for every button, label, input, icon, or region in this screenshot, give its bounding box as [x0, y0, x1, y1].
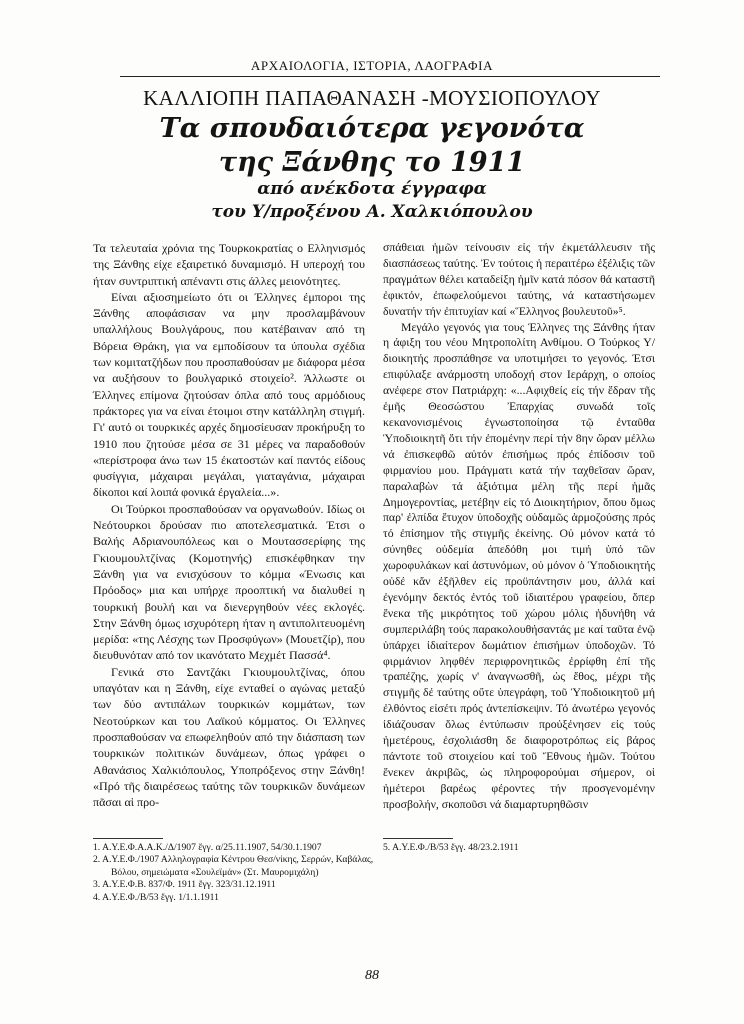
- title-line-1: Τα σπουδαιότερα γεγονότα: [159, 113, 585, 144]
- footnote-rule-right: [383, 838, 453, 839]
- title-line-2: της Ξάνθης το 1911: [218, 147, 526, 178]
- footnote-rule-left: [93, 838, 163, 839]
- subtitle-line-2: του Υ/προξένου Α. Χαλκιόπουλου: [211, 202, 533, 222]
- subtitle-line-1: από ανέκδοτα έγγραφα: [257, 179, 487, 199]
- footnote: 3. Α.Υ.Ε.Φ.Β. 837/Φ. 1911 ἔγγ. 323/31.12.1911: [93, 879, 276, 891]
- left-column: [93, 240, 365, 820]
- paragraph: σπάθειαι ἡμῶν τείνουσιν εἰς τήν ἐκμετάλλευσιν τῆς διασπάσεως ταύτης. Ἐν τούτοις ἡ περαιτέρω ἐξέλιξις τῶν πραγμάτων θέλει καταδείξη ἡμῖν κατά πόσον θά καταστῆ ἐφικτόν, ἐπωφελούμενοι ταύτης, νά καταστήσωμεν δυνατήν τήν ἐπιτυχίαν καί «Ἕλληνος βουλευτοῦ»⁵.: [383, 241, 655, 318]
- footnote: 1. Α.Υ.Ε.Φ.Α.Α.Κ./Δ/1907 ἔγγ. α/25.11.1907, 54/30.1.1907: [93, 842, 322, 853]
- header-rule: [120, 76, 660, 77]
- footnote: 2. Α.Υ.Ε.Φ./1907 Αλληλογραφία Κέντρου Θεσ/νίκης, Σερρών, Καβάλας, Βόλου, σημειώματα «Σουλεϊμάν» (Στ. Μαυρομιχάλη): [93, 854, 374, 878]
- footnotes-right: [383, 842, 665, 854]
- paragraph: Οι Τούρκοι προσπαθούσαν να οργανωθούν. Ιδίως οι Νεότουρκοι δρούσαν πιο αποτελεσματικά. Έτσι ο Βαλής Αδριανουπόλεως και ο Μουτασσερίφης της Γκιουμουλτζίνας (Κομοτηνής) επισκέφθηκαν την Ξάνθη για να ενισχύσουν το κόμμα «Ένωσις και Πρόοδος» μια και υπήρχε προοπτική να διαλυθεί η τουρκική βουλή και να διενεργηθούν νέες εκλογές. Στην Ξάνθη όμως ισχυρότερη ήταν η αντιπολιτευομένη μερίδα: «της Λέσχης των Προσφύγων» (Μουετζίρ), που διευθυνόταν από τον ικανότατο Μεχμέτ Πασσά⁴.: [93, 501, 365, 663]
- article-author: ΚΑΛΛΙΟΠΗ ΠΑΠΑΘΑΝΑΣΗ -ΜΟΥΣΙΟΠΟΥΛΟΥ: [143, 86, 601, 110]
- page-number: 88: [365, 968, 379, 983]
- paragraph: Μεγάλο γεγονός για τους Έλληνες της Ξάνθης ήταν η άφιξη του νέου Μητροπολίτη Ανθίμου. Ο Τούρκος Υ/διοικητής προσπάθησε να υποτιμήσει το γεγονός. Έτσι επιφύλαξε ανάρμοστη υποδοχή στον Ιεράρχη, ο οποίος ανέφερε στον Πατριάρχη: «...Αφιχθείς είς τήν ἕδραν τῆς ἐμῆς Θεοσώστου Ἐπαρχίας συνωδά τοῖς κεκανονισμένοις ἐγνωστοποίησα τῷ ἐνταῦθα Ὑποδιοικητῆ ὅτι τήν ἐπομένην περί τήν 8ην ὥραν μέλλω νά ἐπισκεφθῶ αὐτόν ἐπισήμως πρός ἐπίδοσιν τοῦ φιρμανίου μου. Πράγματι κατά τήν ταχθεῖσαν ὥραν, παραλαβὼν τά ἀξιότιμα μέλη τῆς περί ἡμᾶς Δημογεροντίας, μετέβην εἰς τό Διοικητήριον, ὅπου ὅμως παρ' ἐλπίδα ἔτυχον ὑποδοχῆς οὐδαμῶς ἁρμοζούσης πρός τό ἐπίσημον τῆς στιγμῆς ἐκείνης. Οὐ μόνον κατά τό σύνηθες οὐδεμία ἀπεδόθη μοι τιμή ὑπό τῶν χωροφυλάκων καί ἀστυνόμων, οὐ μόνον ὁ Ὑποδιοικητής οὐδέ κἄν ἐξῆλθεν εἰς προϋπάντησιν μου, ἀλλά καί ἐγενόμην δεκτός ἐντός τοῦ ἰδιαιτέρου γραφείου, ὅπερ ἕνεκα τῆς μικρότητος τοῦ χώρου μόλις ἠδυνήθη νά συμπεριλάβη τούς παρακολουθήσαντάς με καί ταῦτα ἐνῷ ὑπάρχει ἰδιαίτερον δωμάτιον ἐπισήμων ὑποδοχῶν. Τό φιρμάνιον ληφθέν περιφρονητικῶς ἐρρίφθη ἐπί τῆς τραπέζης, χωρίς ν' ἀναγνωσθῆ, ὡς ἔθος, μέχρι τῆς στιγμῆς δέ ταύτης οὔτε ὑπεγράφη, τοῦ Ὑποδιοικητοῦ μή ἐλθόντος εἰσέτι πρός ἀντεπίσκεψιν. Τό ἀνωτέρω γεγονός ἰδιάζουσαν ὅλως ἐντύπωσιν προὐξένησεν εἰς τούς ἡμετέρους, ἐσχολιάσθη δε διαφοροτρόπως εἰς βάρος πάντοτε τοῦ στοιχείου καί τοῦ Ἔθνους ἡμῶν. Τούτου ἕνεκεν ἀκριβῶς, ὡς πληροφορούμαι σήμερον, οἱ ἡμέτεροι βαρέως φέροντες τήν προσγενομένην προσβολήν, σκοποῦσι νά διαμαρτυρηθῶσιν: [383, 320, 655, 811]
- paragraph: Τα τελευταία χρόνια της Τουρκοκρατίας ο Ελληνισμός της Ξάνθης είχε εξαιρετικό δυναμισμό. Η υπεροχή του ήταν συντριπτική απέναντι στις άλλες μειονότητες.: [93, 241, 365, 288]
- footnote: 5. Α.Υ.Ε.Φ./Β/53 ἔγγ. 48/23.2.1911: [383, 842, 519, 853]
- paragraph: Είναι αξιοσημείωτο ότι οι Έλληνες έμποροι της Ξάνθης αποφάσισαν να μην προσλαμβάνουν υπαλλήλους Βουλγάρους, που κατέβαιναν από τη Βόρεια Θράκη, για να εμποδίσουν τα ύπουλα σχέδια των κομιτατζήδων που προσπαθούσαν με διάφορα μέσα να αυξήσουν το βουλγαρικό στοιχείο². Άλλωστε οι Έλληνες επίμονα ζητούσαν όπλα από τους αρμόδιους πράκτορες για να είναι έτοιμοι στην κατάλληλη στιγμή. Γι' αυτό οι τουρκικές αρχές δημοσίευσαν προκήρυξη το 1910 που ζητούσε μέσα σε 31 μέρες να παραδοθούν «περίστροφα άνω των 15 έκατοστών καί παντός είδους φυσίγγια, μάχαιραι μεγάλαι, γιαταγάνια, μάχαιραι δίκοποι καί λοιπά φονικά έργαλεία...».: [93, 289, 365, 500]
- footnotes-left: [93, 842, 375, 904]
- right-column: [383, 240, 655, 845]
- article-title: [0, 112, 744, 180]
- running-head: ΑΡΧΑΙΟΛΟΓΙΑ, ΙΣΤΟΡΙΑ, ΛΑΟΓΡΑΦΙΑ: [250, 58, 494, 73]
- paragraph: Γενικά στο Σαντζάκι Γκιουμουλτζίνας, όπου υπαγόταν και η Ξάνθη, είχε ενταθεί ο αγώνας μεταξύ των δύο αντιπάλων τουρκικών κομμάτων, των Νεοτούρκων και του Λαϊκού κόμματος. Οι Έλληνες προσπαθούσαν να επωφεληθούν από την διάσπαση των τουρκικών πολιτικών δυνάμεων, όπως γράφει ο Αθανάσιος Χαλκιόπουλος, Υποπρόξενος στην Ξάνθη! «Πρό τῆς διαιρέσεως ταύτης τῶν τουρκικῶν δυνάμεων πᾶσαι αἱ προ-: [93, 664, 365, 810]
- article-subtitle: [0, 178, 744, 224]
- footnote: 4. Α.Υ.Ε.Φ./Β/53 ἔγγ. 1/1.1.1911: [93, 891, 219, 903]
